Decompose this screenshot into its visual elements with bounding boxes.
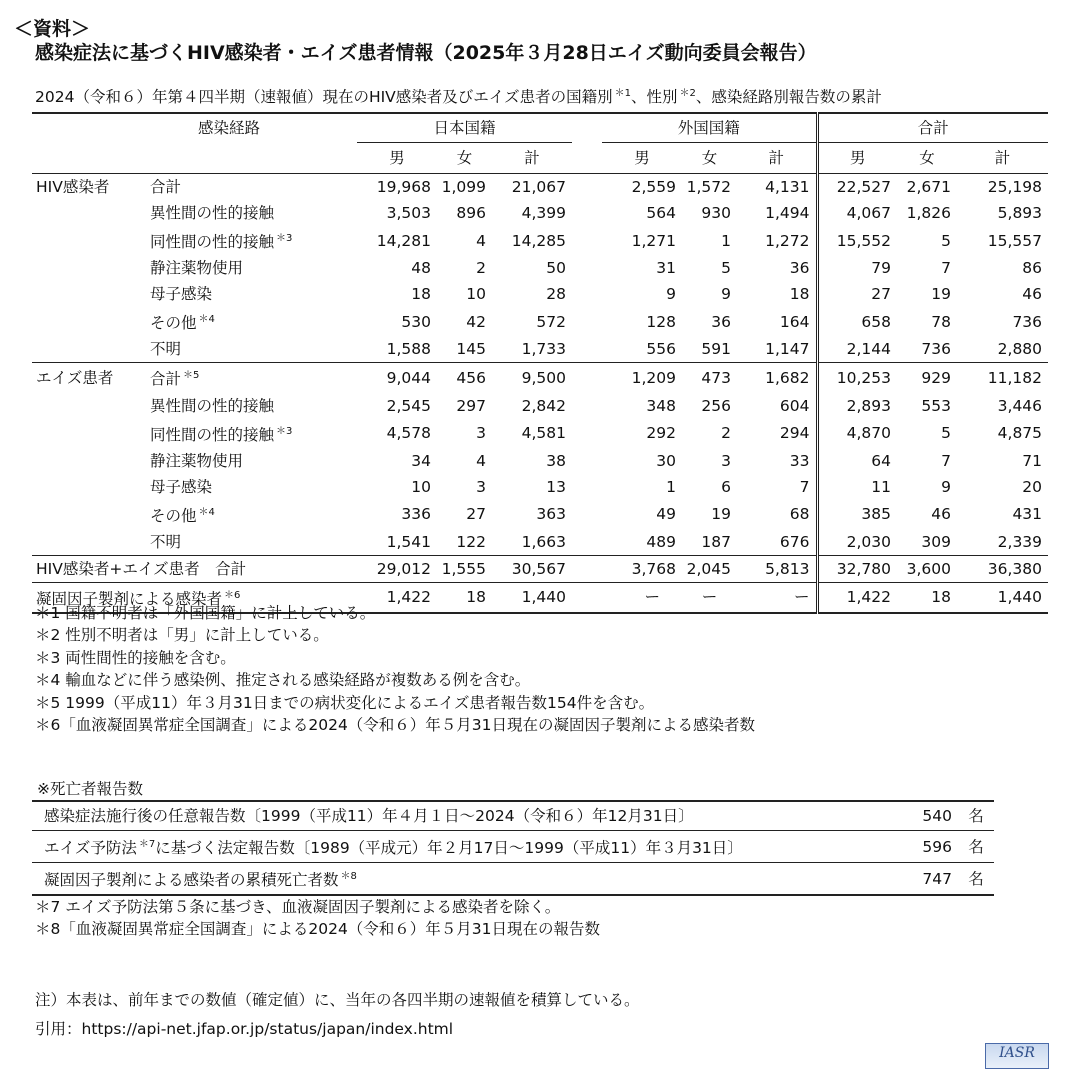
cell: 930 [701,204,731,223]
cell: 13 [546,477,566,496]
death-row-label [32,831,882,863]
cell: 2,842 [521,396,566,415]
row-category [32,307,146,336]
cell: 30 [656,451,676,470]
cell: 29,012 [357,555,437,582]
table-row [32,500,1048,529]
cell: 25,198 [987,178,1043,197]
row-category [32,200,146,226]
cell: 7 [941,451,951,470]
cell: 1,440 [957,582,1048,613]
header-route: 感染経路 [146,113,357,143]
spacer [572,336,602,363]
cell: ー [682,582,737,613]
cell: 4,581 [521,424,566,443]
cell: 9 [721,285,731,304]
row-category [32,529,146,556]
cell: 1,826 [906,204,951,223]
cell: 71 [1022,451,1043,470]
cell: 4 [476,451,486,470]
table-row [32,448,1048,474]
footnote: ＊5 1999（平成11）年３月31日までの病状変化によるエイズ患者報告数154件を含む。 [35,693,655,712]
cell: 5,893 [997,204,1043,223]
route-label: 合計 [150,178,182,197]
header-row-groups [32,113,1048,143]
cell: 21,067 [511,178,566,197]
spacer [572,174,602,201]
row-category [32,281,146,307]
cell: 14,285 [511,231,566,250]
spacer [572,363,602,393]
header-total: 合計 [817,113,1048,143]
cell: 2,339 [997,532,1043,551]
cell: 10 [466,285,486,304]
death-row [32,831,994,863]
table-row [32,529,1048,556]
spacer [572,226,602,255]
row-route [146,419,357,448]
cell: 431 [1012,505,1043,524]
footnote-ref-6: ＊6 [224,589,241,601]
cell: 676 [779,532,810,551]
header-sum: 計 [957,143,1048,174]
cell: 145 [456,340,486,359]
death-footnotes [35,896,600,941]
cell: 1 [666,477,676,496]
cell: 27 [817,281,897,307]
cell: 27 [466,505,486,524]
table-subtitle [35,84,882,107]
footnote: ＊6「血液凝固異常症全国調査」による2024（令和６）年５月31日現在の凝固因子製剤による感染者数 [35,716,756,735]
cell: 9 [941,477,951,496]
route-label: 合計 [150,370,182,389]
cell: 456 [437,363,492,393]
cell: 736 [921,340,951,359]
cell: 15,552 [817,226,897,255]
cell: 122 [456,532,486,551]
row-route [146,474,357,500]
cell: 42 [466,312,486,331]
cell: 46 [931,505,951,524]
cell: 2,559 [631,178,676,197]
cell: 3,600 [897,555,957,582]
total-row [32,555,1048,582]
cell: 3 [721,451,731,470]
cell: 1,572 [686,178,731,197]
table-footnotes [35,602,755,736]
cell: 929 [897,363,957,393]
row-route [146,226,357,255]
row-category [32,500,146,529]
cell: 9,044 [357,363,437,393]
logo-tagline-icon [986,1062,1048,1066]
death-row-label [32,863,882,896]
cell: 5 [941,424,951,443]
cell: 294 [779,424,810,443]
row-route [146,363,357,393]
footnote-ref-8: ＊8 [340,871,357,882]
cell: 530 [401,312,431,331]
cell: 385 [817,500,897,529]
cell: 363 [536,505,566,524]
document-label: ＜資料＞ [14,18,91,40]
row-category [32,448,146,474]
cell: 4,578 [386,424,431,443]
cell: 3,768 [602,555,682,582]
route-label: 異性間の性的接触 [150,204,275,223]
cell: 489 [646,532,676,551]
cell: 591 [701,340,731,359]
cell: 38 [546,451,566,470]
cell: 11 [817,474,897,500]
cell: 572 [536,312,566,331]
iasr-logo [985,1043,1049,1069]
cell: 736 [1012,312,1043,331]
death-row [32,801,994,831]
cell: 10 [411,477,431,496]
row-route [146,448,357,474]
cell: 2,545 [386,396,431,415]
cell: 18 [897,582,957,613]
cell: 1,494 [765,204,810,223]
cell: 556 [646,340,676,359]
spacer [572,474,602,500]
subtitle-part-1: 2024（令和６）年第４四半期（速報値）現在のHIV感染者及びエイズ患者の国籍別 [35,88,613,106]
cell: ー [737,582,817,613]
cell: 6 [721,477,731,496]
row-category [32,226,146,255]
cell: 2 [476,259,486,278]
cell: 3 [476,424,486,443]
cell: 4,399 [521,204,566,223]
route-label: 不明 [150,340,182,359]
death-unit: 名 [952,801,994,831]
cell: 18 [437,582,492,613]
footer-note: 注）本表は、前年までの数値（確定値）に、当年の各四半期の速報値を積算している。 [35,991,640,1009]
citation: 引用：https://api-net.jfap.or.jp/status/japan/index.html [35,1020,454,1038]
table-row [32,363,1048,393]
death-reports-table [32,800,994,896]
cell: 68 [789,505,810,524]
cell: 18 [411,285,431,304]
header-male: 男 [602,143,682,174]
cell: 78 [931,312,951,331]
page-title: 感染症法に基づくHIV感染者・エイズ患者情報（2025年３月28日エイズ動向委員会報告） [35,42,817,64]
cell: 553 [921,396,951,415]
footnote-ref-2: ＊2 [679,88,696,99]
cell: 2,880 [997,340,1043,359]
cell: 3 [476,477,486,496]
row-route [146,529,357,556]
route-label: 静注薬物使用 [150,451,244,470]
footnote: ＊2 性別不明者は「男」に計上している。 [35,626,329,645]
row-category [32,336,146,363]
cell: 348 [646,396,676,415]
cell: ー [602,582,682,613]
cell: 34 [411,451,431,470]
cell: 1,555 [437,555,492,582]
footnote-ref-1: ＊1 [614,88,631,99]
cell: 28 [546,285,566,304]
route-label: 母子感染 [150,285,213,304]
row-category [32,392,146,418]
route-label: 同性間の性的接触 [150,425,275,444]
cell: 31 [656,259,676,278]
route-label: 母子感染 [150,477,213,496]
cell: 10,253 [817,363,897,393]
cell: 20 [1022,477,1043,496]
cell: 187 [701,532,731,551]
table-row [32,200,1048,226]
cell: 297 [456,396,486,415]
cell: 1,663 [521,532,566,551]
death-count: 747 [882,863,952,896]
cell: 5,813 [737,555,817,582]
header-female: 女 [897,143,957,174]
cell: 19 [711,505,731,524]
cell: 128 [646,312,676,331]
table-row [32,281,1048,307]
cell: 15,557 [987,231,1043,250]
cell: 14,281 [376,231,431,250]
footnote-ref: ＊3 [276,425,293,437]
cell: 256 [701,396,731,415]
cell: 2,893 [817,392,897,418]
header-sum: 計 [737,143,817,174]
cell: 11,182 [957,363,1048,393]
cell: 1,099 [441,178,486,197]
spacer [572,448,602,474]
logo-text: IASR [999,1045,1035,1061]
route-label: 不明 [150,532,182,551]
death-label-text: エイズ予防法 [44,839,137,857]
spacer [572,500,602,529]
header-female: 女 [437,143,492,174]
row-route [146,307,357,336]
route-label: 異性間の性的接触 [150,396,275,415]
cell: 32,780 [817,555,897,582]
cell: 564 [646,204,676,223]
cell: 3,503 [386,204,431,223]
total-row-label: HIV感染者+エイズ患者 合計 [32,555,357,582]
cell: 49 [656,505,676,524]
cell: 4,870 [817,419,897,448]
cell: 292 [646,424,676,443]
cell: 4 [476,231,486,250]
cell: 1,147 [765,340,810,359]
cell: 4,875 [997,424,1043,443]
cell: 9 [666,285,676,304]
row-category: HIV感染者 [36,178,110,197]
cell: 4,131 [765,178,810,197]
table-row [32,226,1048,255]
cell: 1,588 [386,340,431,359]
footnote: ＊3 両性間性的接触を含む。 [35,648,236,667]
death-label-rest: に基づく法定報告数〔1989（平成元）年２月17日〜1999（平成11）年３月31日〕 [155,839,743,857]
footnote-ref: ＊4 [198,314,215,326]
cell: 164 [779,312,810,331]
header-sum: 計 [492,143,572,174]
cell: 50 [546,259,566,278]
cell: 473 [682,363,737,393]
death-reports-heading: ※死亡者報告数 [37,780,143,798]
route-label: その他 [150,506,197,525]
row-route [146,392,357,418]
cell: 896 [456,204,486,223]
death-row [32,863,994,896]
row-route [146,500,357,529]
spacer [572,200,602,226]
death-unit: 名 [952,863,994,896]
spacer [572,419,602,448]
cell: 3,446 [997,396,1043,415]
cell: 19 [931,285,951,304]
spacer [572,307,602,336]
table-row [32,392,1048,418]
death-label-text: 感染症法施行後の任意報告数〔1999（平成11）年４月１日〜2024（令和６）年12月31日〕 [44,807,694,825]
footnote-ref: ＊3 [276,233,293,245]
cell: 1,682 [737,363,817,393]
subtitle-part-3: 、感染経路別報告数の累計 [695,88,882,106]
cell: 7 [799,477,810,496]
cell: 1,271 [631,231,676,250]
cell: 2 [721,424,731,443]
route-label: その他 [150,314,197,333]
death-unit: 名 [952,831,994,863]
cell: 1,272 [765,231,810,250]
cell: 30,567 [492,555,572,582]
subtitle-part-2: 、性別 [631,88,678,106]
cell: 1,422 [817,582,897,613]
route-label: 静注薬物使用 [150,259,244,278]
footnote-ref: ＊5 [183,370,200,382]
cell: 309 [921,532,951,551]
death-label-text: 凝固因子製剤による感染者の累積死亡者数 [44,871,339,889]
cell: 18 [789,285,810,304]
cell: 604 [779,396,810,415]
cell: 658 [817,307,897,336]
cell: 86 [1022,259,1043,278]
table-row [32,307,1048,336]
row-category [32,474,146,500]
table-row [32,174,1048,201]
cell: 33 [789,451,810,470]
footnote: ＊1 国籍不明者は「外国国籍」に計上している。 [35,604,376,622]
route-label: 同性間の性的接触 [150,233,275,252]
row-category [32,419,146,448]
death-count: 596 [882,831,952,863]
table-row [32,474,1048,500]
death-row-label [32,801,882,831]
death-count: 540 [882,801,952,831]
cell: 1,422 [357,582,437,613]
row-route [146,174,357,201]
cell: 4,067 [817,200,897,226]
cell: 7 [941,259,951,278]
spacer [572,392,602,418]
cell: 1 [721,231,731,250]
cell: 2,045 [682,555,737,582]
header-male: 男 [817,143,897,174]
table-row [32,419,1048,448]
cell: 336 [401,505,431,524]
cumulative-reports-table [32,112,1048,614]
cell: 19,968 [376,178,431,197]
footnote-ref-7: ＊7 [138,839,156,850]
row-route [146,281,357,307]
cell: 5 [941,231,951,250]
cell: 22,527 [817,174,897,201]
cell: 36 [789,259,810,278]
cell: 48 [411,259,431,278]
cell: 5 [721,259,731,278]
cell: 2,671 [906,178,951,197]
coagulation-label-text: 凝固因子製剤による感染者 [36,589,223,608]
table-row [32,336,1048,363]
header-female: 女 [682,143,737,174]
footnote-ref: ＊4 [198,506,215,518]
footnote: ＊7 エイズ予防法第５条に基づき、血液凝固因子製剤による感染者を除く。 [35,898,561,916]
footnote: ＊4 輸血などに伴う感染例、推定される感染経路が複数ある例を含む。 [35,671,531,690]
row-category: エイズ患者 [32,363,146,393]
header-foreign: 外国国籍 [602,113,817,143]
cell: 79 [817,255,897,281]
row-category [32,255,146,281]
header-row-sex [32,143,1048,174]
spacer [572,255,602,281]
footnote: ＊8「血液凝固異常症全国調査」による2024（令和６）年５月31日現在の報告数 [35,920,601,939]
spacer [572,529,602,556]
table-row [32,255,1048,281]
cell: 64 [817,448,897,474]
row-route [146,200,357,226]
cell: 9,500 [492,363,572,393]
cell: 1,733 [521,340,566,359]
cell: 1,209 [602,363,682,393]
cell: 36 [711,312,731,331]
cell: 2,030 [817,529,897,556]
cell: 2,144 [817,336,897,363]
header-male: 男 [357,143,437,174]
cell: 46 [1022,285,1043,304]
cell: 1,541 [386,532,431,551]
spacer [572,281,602,307]
cell: 1,440 [492,582,572,613]
row-route [146,255,357,281]
header-japanese: 日本国籍 [357,113,572,143]
cell: 36,380 [957,555,1048,582]
row-route [146,336,357,363]
